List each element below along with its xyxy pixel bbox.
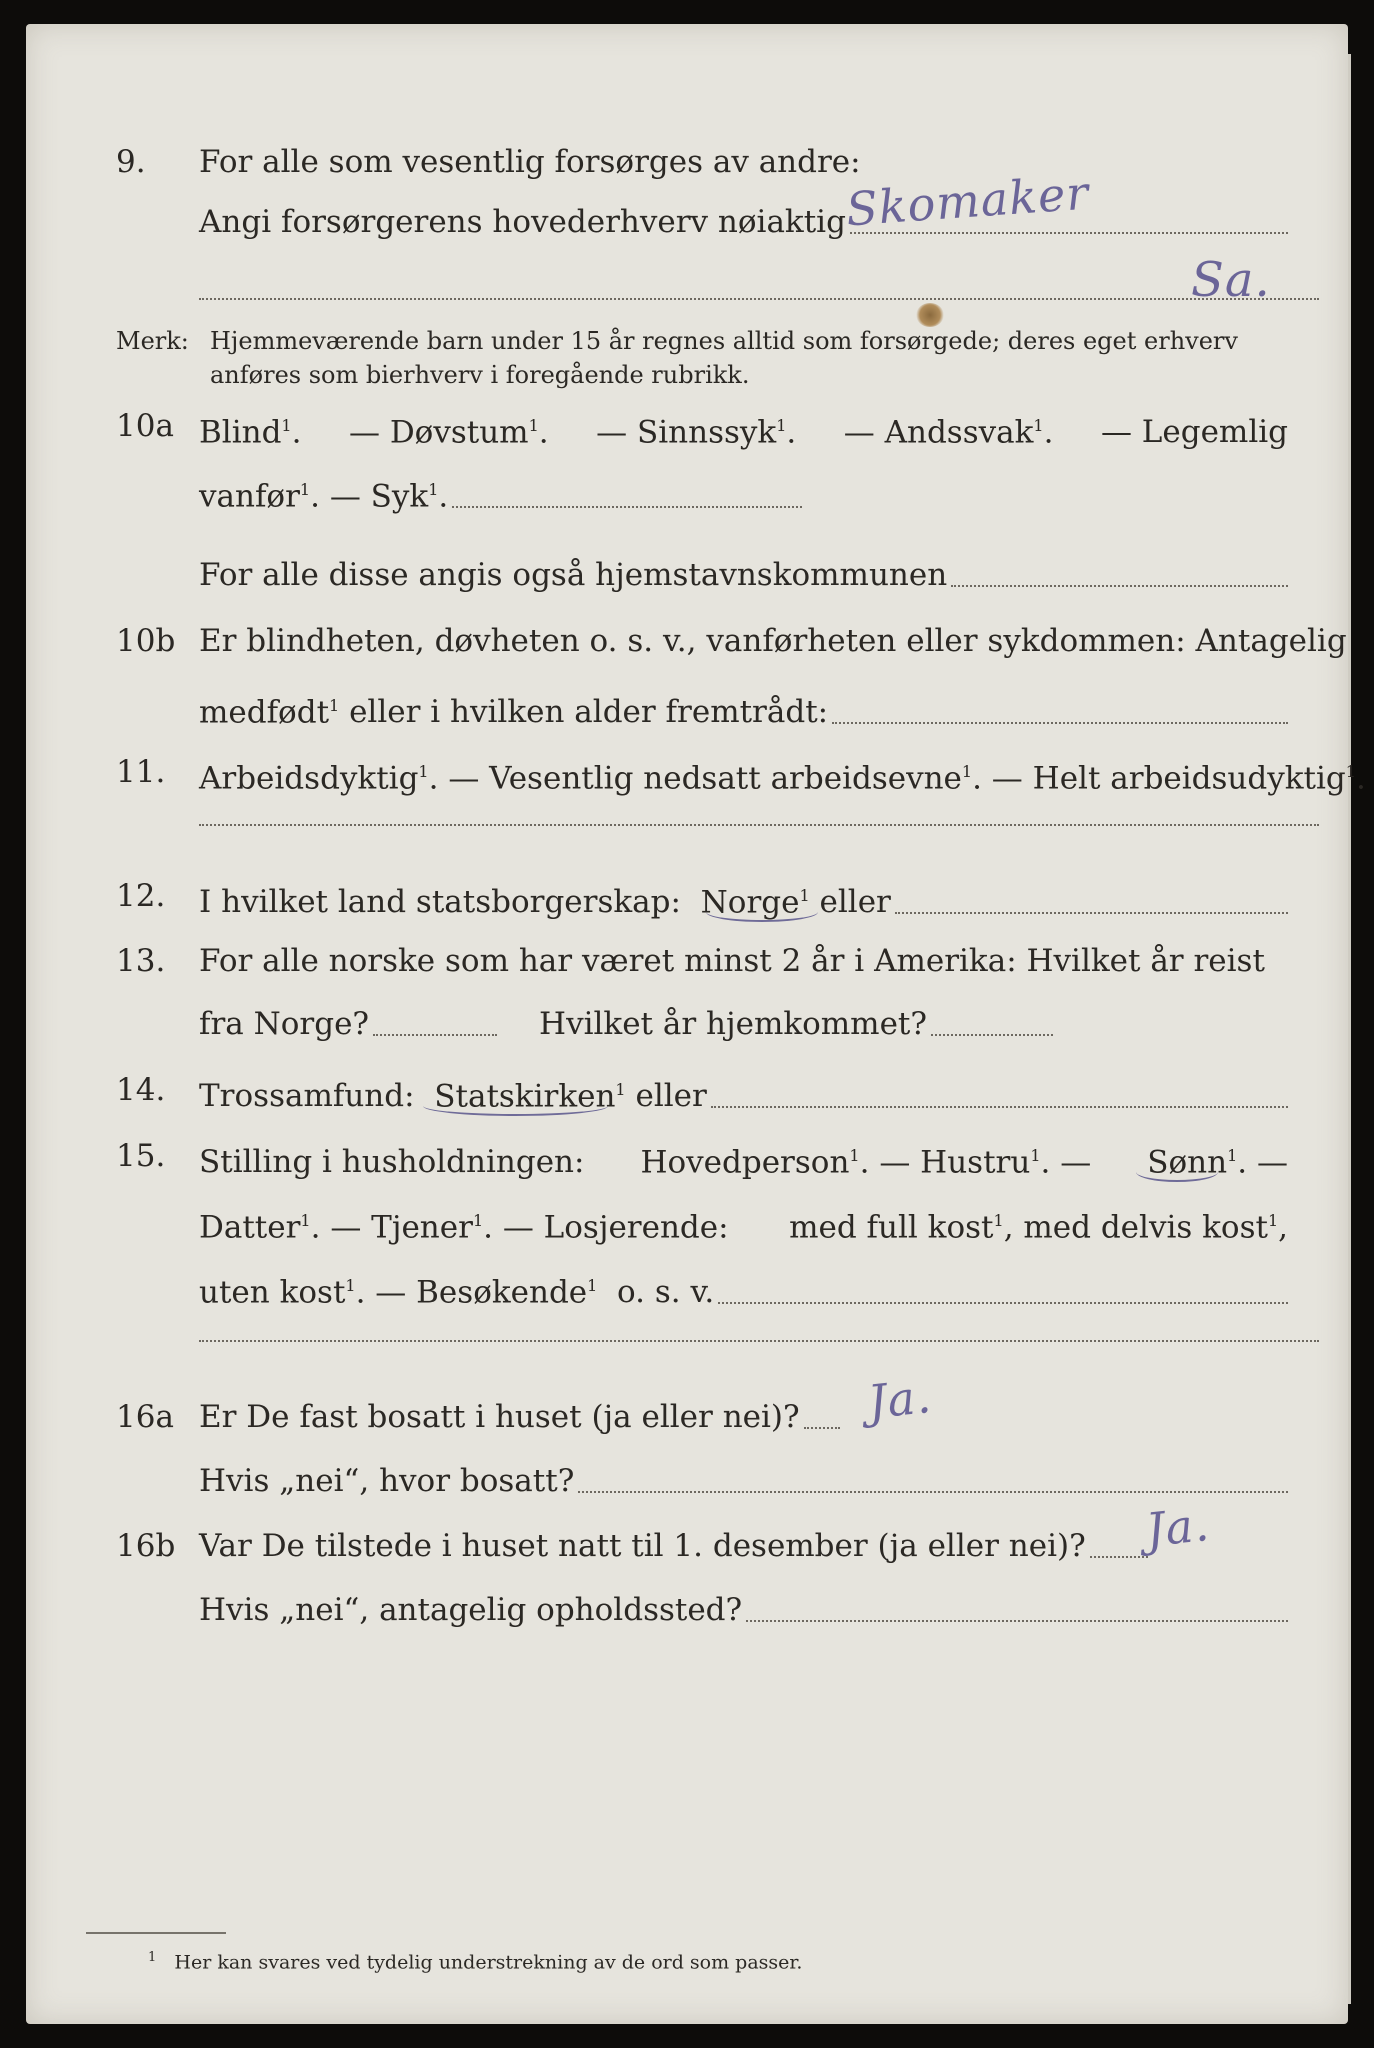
q15-dash: . —: [1237, 1144, 1288, 1181]
q9-handwritten-answer-2: Sa.: [1191, 252, 1271, 308]
q15-answer-field-2[interactable]: [199, 1338, 1319, 1342]
q10b-text1: Er blindheten, døvheten o. s. v., vanførheten eller sykdommen: Antagelig: [199, 623, 1347, 659]
option-besokende-label: . — Besøkende: [355, 1274, 588, 1311]
option-full-kost[interactable]: [789, 1201, 1288, 1247]
option-legemlig-label[interactable]: — Legemlig: [1100, 414, 1288, 451]
hjemstavn-field[interactable]: [951, 561, 1288, 587]
footnote: [148, 1946, 802, 1974]
option-dovstum[interactable]: — Døvstum$^1$.: [348, 414, 549, 451]
footnote-ref: 1: [1227, 1146, 1238, 1165]
q15-osv: o. s. v.: [617, 1274, 715, 1311]
q13-number: 13.: [116, 943, 166, 979]
q14-number: 14.: [116, 1072, 166, 1108]
footnote-ref: 1: [799, 886, 810, 905]
q16b-handwritten-answer: Ja.: [1143, 1496, 1213, 1558]
footnote-mark: 1: [148, 1950, 157, 1965]
q15-dash: . —: [1040, 1144, 1092, 1181]
bosatt-field[interactable]: [578, 1467, 1288, 1493]
option-datter[interactable]: [199, 1201, 729, 1247]
option-andssvak[interactable]: — Andssvak$^1$.: [843, 414, 1054, 451]
merk-text2: anføres som bierhverv i foregående rubrikk.: [210, 361, 750, 389]
q9-number: 9.: [116, 144, 146, 180]
option-hovedperson[interactable]: [640, 1136, 1091, 1182]
q12-eller: eller: [819, 884, 891, 921]
footnote-ref: 1: [300, 1211, 311, 1230]
footnote-ref: 1: [345, 1276, 356, 1295]
option-arbeidsudyktig-label: . — Helt arbeidsudyktig: [972, 760, 1346, 797]
q16b-number: 16b: [116, 1528, 176, 1564]
option-dovstum-label: — Døvstum: [348, 414, 529, 451]
option-losjerende-label: . — Losjerende:: [483, 1209, 729, 1246]
option-arbeidsdyktig-label: Arbeidsdyktig: [199, 760, 419, 797]
q10b-number: 10b: [116, 623, 176, 659]
q12-answer-field[interactable]: [895, 888, 1288, 914]
q16a-answer-field[interactable]: [804, 1403, 840, 1429]
form-page: [26, 24, 1366, 2024]
q11-answer-field[interactable]: [199, 822, 1319, 826]
q15-answer-field[interactable]: [718, 1278, 1288, 1304]
option-norge-label: Norge: [700, 884, 800, 921]
q14-text: Trossamfund:: [199, 1078, 415, 1115]
q10b-text2: eller i hvilken alder fremtrådt:: [349, 694, 829, 731]
option-blind[interactable]: Blind$^1$.: [199, 414, 302, 451]
hjemkommet-year-field[interactable]: [931, 1010, 1053, 1036]
footnote-ref: 1: [1345, 762, 1356, 781]
footnote-ref: 1: [428, 480, 439, 499]
footnote-text: Her kan svares ved tydelig understrekning av de ord som passer.: [174, 1951, 803, 1974]
footnote-rule: [86, 1932, 226, 1934]
footnote-ref: 1: [849, 1146, 860, 1165]
option-arbeidsudyktig[interactable]: [972, 752, 1366, 798]
footnote-ref: 1: [776, 416, 787, 435]
option-tjener-label: . — Tjener: [310, 1209, 473, 1246]
option-nedsatt[interactable]: [429, 752, 972, 798]
option-syk[interactable]: — Syk$^1$.: [329, 478, 449, 515]
footnote-ref: 1: [615, 1080, 626, 1099]
option-uten-kost[interactable]: [199, 1266, 617, 1312]
option-uten-kost-label: uten kost: [199, 1274, 346, 1311]
option-vanfor-label: vanfør: [199, 478, 300, 515]
q15-comma: ,: [1278, 1209, 1288, 1246]
footnote-ref: 1: [528, 416, 539, 435]
option-andssvak-label: — Andssvak: [843, 414, 1034, 451]
sonn-underline: [1136, 1162, 1218, 1182]
q16b-answer-field[interactable]: [1090, 1532, 1148, 1558]
option-hustru-label: . — Hustru: [859, 1144, 1031, 1181]
statskirken-underline: [423, 1096, 608, 1116]
footnote-ref: 1: [329, 696, 340, 715]
q15-number: 15.: [116, 1138, 166, 1174]
footnote-ref: 1: [1267, 1211, 1279, 1230]
footnote-ref: 1: [281, 416, 292, 435]
footnote-ref: 1: [299, 480, 311, 499]
reist-year-field[interactable]: [373, 1010, 497, 1036]
q11-number: 11.: [116, 754, 166, 790]
q13-text2b: Hvilket år hjemkommet?: [539, 1006, 928, 1042]
q14-eller: eller: [635, 1078, 707, 1115]
q12-number: 12.: [116, 878, 166, 914]
merk-label: Merk:: [116, 327, 189, 355]
footnote-ref: 1: [472, 1211, 484, 1230]
option-sinnssyk[interactable]: — Sinnssyk$^1$.: [596, 414, 797, 451]
option-syk-label: — Syk: [329, 478, 429, 515]
page-edge: [1348, 54, 1351, 2004]
q15-text1: Stilling i husholdningen:: [199, 1144, 585, 1181]
q12-text: I hvilket land statsborgerskap:: [199, 884, 681, 921]
q9-text1: For alle som vesentlig forsørges av andre:: [199, 144, 861, 180]
merk-text1: Hjemmeværende barn under 15 år regnes alltid som forsørgede; deres eget erhverv: [210, 327, 1238, 355]
q16a-text1: Er De fast bosatt i huset (ja eller nei)?: [199, 1399, 800, 1435]
option-nedsatt-label: . — Vesentlig nedsatt arbeidsevne: [428, 760, 962, 797]
q13-text2a: fra Norge?: [199, 1006, 370, 1042]
norge-underline: [706, 902, 818, 922]
q9-handwritten-answer: Skomaker: [844, 165, 1091, 237]
q13-text1: For alle norske som har været minst 2 år i Amerika: Hvilket år reist: [199, 943, 1265, 979]
option-hovedperson-label: Hovedperson: [640, 1144, 850, 1181]
footnote-ref: 1: [993, 1211, 1004, 1230]
q10b-answer-field[interactable]: [832, 698, 1288, 724]
q11-period: .: [1355, 760, 1366, 797]
paper-stain: [916, 303, 944, 327]
q10a-answer-field[interactable]: [452, 482, 802, 508]
option-sonn-label: Sønn: [1147, 1144, 1228, 1181]
option-full-kost-label: med full kost: [789, 1209, 994, 1246]
opholdssted-field[interactable]: [746, 1596, 1288, 1622]
q16a-handwritten-answer: Ja.: [865, 1368, 935, 1430]
footnote-ref: 1: [1033, 416, 1044, 435]
q10a-number: 10a: [116, 408, 174, 444]
option-delvis-kost-label: , med delvis kost: [1003, 1209, 1268, 1246]
q10a-text3: For alle disse angis også hjemstavnskommunen: [199, 557, 948, 593]
footnote-ref: 1: [418, 762, 429, 781]
option-medfodt[interactable]: [199, 686, 349, 732]
option-blind-label: Blind: [199, 414, 282, 451]
q16b-text1: Var De tilstede i huset natt til 1. desember (ja eller nei)?: [199, 1528, 1086, 1564]
footnote-ref: 1: [587, 1276, 598, 1295]
footnote-ref: 1: [1030, 1146, 1041, 1165]
option-datter-label: Datter: [199, 1209, 301, 1246]
option-arbeidsdyktig[interactable]: [199, 752, 429, 798]
option-statskirken-label: Statskirken: [434, 1078, 616, 1115]
q16a-number: 16a: [116, 1399, 174, 1435]
q16a-text2: Hvis „nei“, hvor bosatt?: [199, 1463, 575, 1499]
q9-answer-field-2[interactable]: [199, 296, 1319, 300]
option-medfodt-label: medfødt: [199, 694, 330, 731]
q9-text2: Angi forsørgerens hovederhverv nøiaktig: [199, 204, 846, 240]
q16b-text2: Hvis „nei“, antagelig opholdssted?: [199, 1592, 743, 1628]
q14-answer-field[interactable]: [711, 1082, 1288, 1108]
option-sinnssyk-label: — Sinnssyk: [596, 414, 777, 451]
footnote-ref: 1: [961, 762, 973, 781]
option-vanfor[interactable]: vanfør$^1$.: [199, 478, 330, 515]
